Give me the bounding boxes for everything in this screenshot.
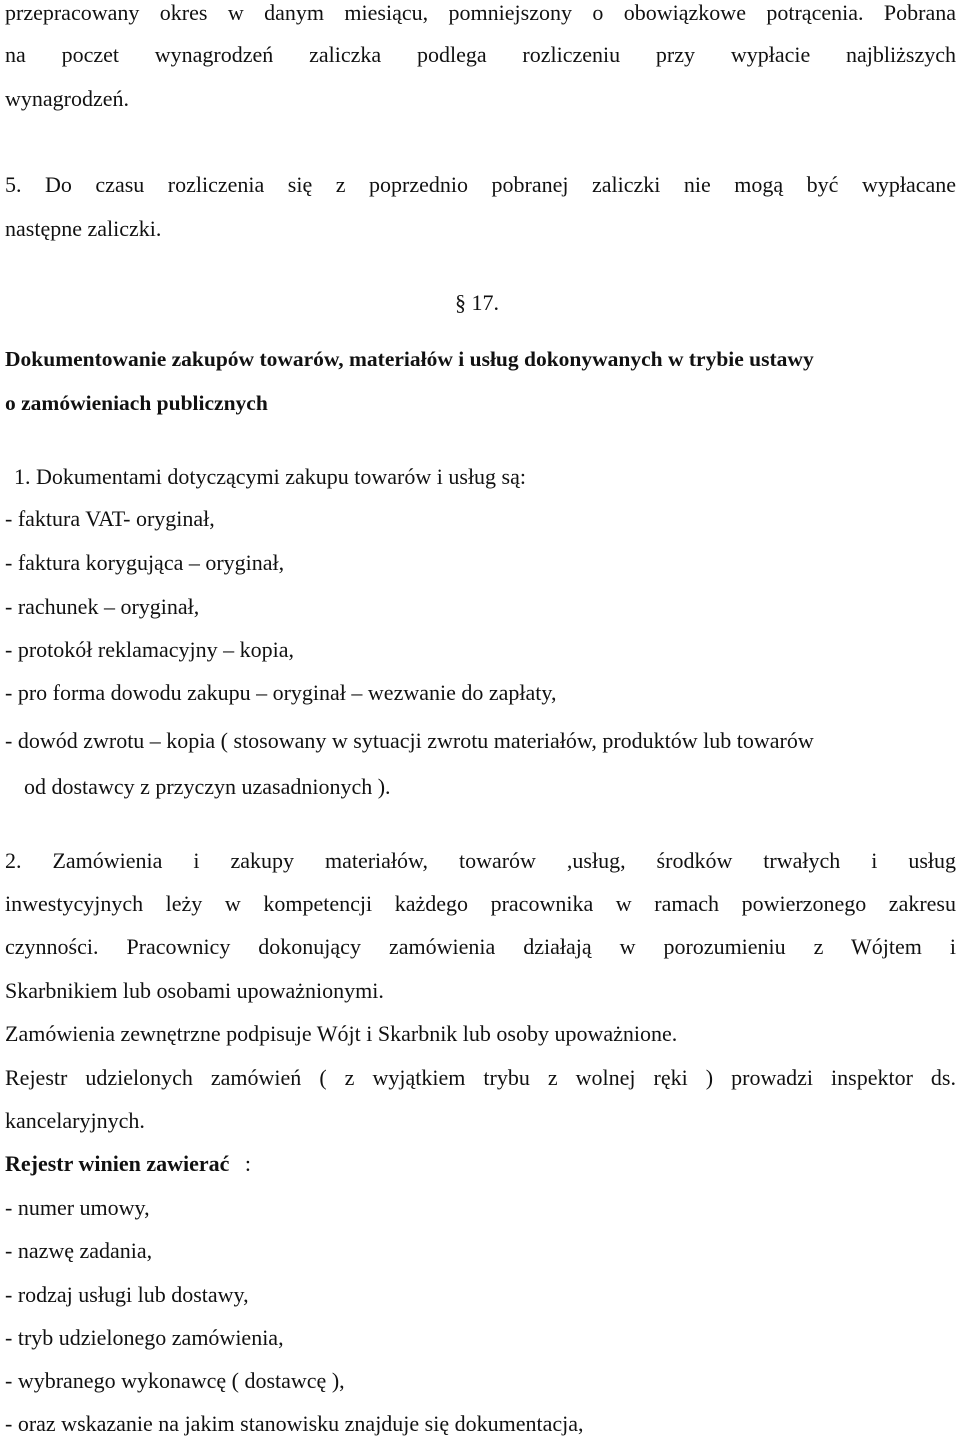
list-item: - faktura korygująca – oryginał, xyxy=(5,550,285,575)
list-item: - pro forma dowodu zakupu – oryginał – wezwanie do zapłaty, xyxy=(5,680,557,705)
paragraph-line: wynagrodzeń. xyxy=(5,86,130,111)
point-1-intro: 1. Dokumentami dotyczącymi zakupu towarów i usług są: xyxy=(14,464,526,489)
register-item: - wybranego wykonawcę ( dostawcę ), xyxy=(5,1368,345,1393)
register-heading xyxy=(5,1151,251,1177)
register-heading-text: Rejestr winien zawierać xyxy=(5,1151,230,1176)
paragraph-line: następne zaliczki. xyxy=(5,216,162,241)
paragraph-line: inwestycyjnych leży w kompetencji każdego pracownika w ramach powierzonego zakresu xyxy=(5,891,956,916)
register-item: - nazwę zadania, xyxy=(5,1238,153,1263)
list-item-continuation: od dostawcy z przyczyn uzasadnionych ). xyxy=(24,774,391,799)
paragraph-line: 2. Zamówienia i zakupy materiałów, towarów ,usług, środków trwałych i usług xyxy=(5,848,956,873)
paragraph-line: kancelaryjnych. xyxy=(5,1108,145,1133)
list-item: - rachunek – oryginał, xyxy=(5,594,200,619)
paragraph-line: 5. Do czasu rozliczenia się z poprzednio pobranej zaliczki nie mogą być wypłacane xyxy=(5,172,956,197)
register-item: - tryb udzielonego zamówienia, xyxy=(5,1325,284,1350)
list-item: - faktura VAT- oryginał, xyxy=(5,506,215,531)
list-item: - protokół reklamacyjny – kopia, xyxy=(5,637,294,662)
register-item: - oraz wskazanie na jakim stanowisku znajduje się dokumentacja, xyxy=(5,1411,584,1436)
paragraph-line: na poczet wynagrodzeń zaliczka podlega rozliczeniu przy wypłacie najbliższych xyxy=(5,42,956,67)
list-item: - dowód zwrotu – kopia ( stosowany w sytuacji zwrotu materiałów, produktów lub towarów xyxy=(5,728,814,753)
paragraph-line: przepracowany okres w danym miesiącu, pomniejszony o obowiązkowe potrącenia. Pobrana xyxy=(5,0,956,25)
register-heading-colon: : xyxy=(244,1151,252,1176)
paragraph-line: Zamówienia zewnętrzne podpisuje Wójt i Skarbnik lub osoby upoważnione. xyxy=(5,1021,678,1046)
paragraph-line: czynności. Pracownicy dokonujący zamówienia działają w porozumieniu z Wójtem i xyxy=(5,934,956,959)
register-item: - numer umowy, xyxy=(5,1195,150,1220)
paragraph-line: Rejestr udzielonych zamówień ( z wyjątkiem trybu z wolnej ręki ) prowadzi inspektor ds. xyxy=(5,1065,956,1090)
paragraph-line: Skarbnikiem lub osobami upoważnionymi. xyxy=(5,978,384,1003)
section-title: Dokumentowanie zakupów towarów, materiałów i usług dokonywanych w trybie ustawy xyxy=(5,347,814,371)
register-item: - rodzaj usługi lub dostawy, xyxy=(5,1282,249,1307)
section-title: o zamówieniach publicznych xyxy=(5,391,268,415)
section-number: § 17. xyxy=(455,290,499,315)
